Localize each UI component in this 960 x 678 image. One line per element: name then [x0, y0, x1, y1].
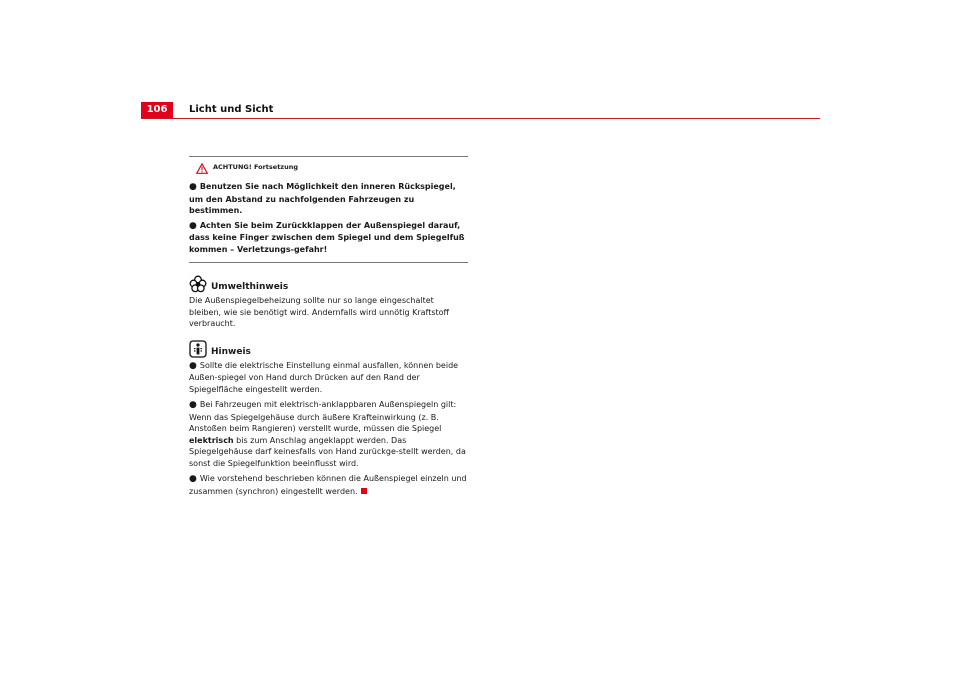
bold-term: elektrisch	[189, 435, 234, 445]
section-end-marker	[361, 488, 367, 494]
environment-note	[189, 275, 468, 330]
warning-title: ACHTUNG! Fortsetzung	[213, 163, 298, 172]
note-section	[189, 340, 468, 498]
environment-text: Die Außenspiegelbeheizung sollte nur so lange eingeschaltet bleiben, wie sie benötigt wird. Andernfalls wird unnötig Kraftstoff verbraucht.	[189, 296, 450, 328]
environment-header	[189, 275, 468, 293]
warning-header	[189, 161, 468, 175]
environment-title: Umwelthinweis	[211, 282, 289, 292]
chapter-title: Licht und Sicht	[189, 104, 274, 115]
header-rule	[141, 118, 820, 119]
warning-item: ● Benutzen Sie nach Möglichkeit den inneren Rückspiegel, um den Abstand zu nachfolgenden Fahrzeugen zu bestimmen.	[189, 182, 456, 215]
note-item: ● Wie vorstehend beschrieben können die Außenspiegel einzeln und zusammen (synchron) eingestellt werden.	[189, 474, 467, 496]
warning-box	[189, 156, 468, 263]
page-header	[141, 102, 820, 118]
note-item: ● Sollte die elektrische Einstellung einmal ausfallen, können beide Außen-spiegel von Hand durch Drücken auf den Rand der Spiegelfläche eingestellt werden.	[189, 360, 459, 394]
info-icon	[189, 340, 207, 358]
content-column	[189, 156, 468, 507]
note-title: Hinweis	[211, 346, 251, 357]
flower-icon	[189, 275, 207, 293]
warning-triangle-icon	[196, 163, 208, 174]
page-number: 106	[141, 102, 173, 118]
note-item: ● Bei Fahrzeugen mit elektrisch-anklappbaren Außenspiegeln gilt: Wenn das Spiegelgehäuse durch äußere Krafteinwirkung (z. B. Anstoßen beim Rangieren) verstellt wurde, müssen die Spiegel elektrisch bis zum Anschlag angeklappt werden. Das Spiegelgehäuse darf keinesfalls von Hand zurückge-stellt werden, da sonst die Spiegelfunktion beeinflusst wird.	[189, 400, 466, 468]
note-header	[189, 340, 468, 358]
warning-item: ● Achten Sie beim Zurückklappen der Außenspiegel darauf, dass keine Finger zwischen dem Spiegel und dem Spiegelfuß kommen – Verletzungs-gefahr!	[189, 220, 465, 254]
